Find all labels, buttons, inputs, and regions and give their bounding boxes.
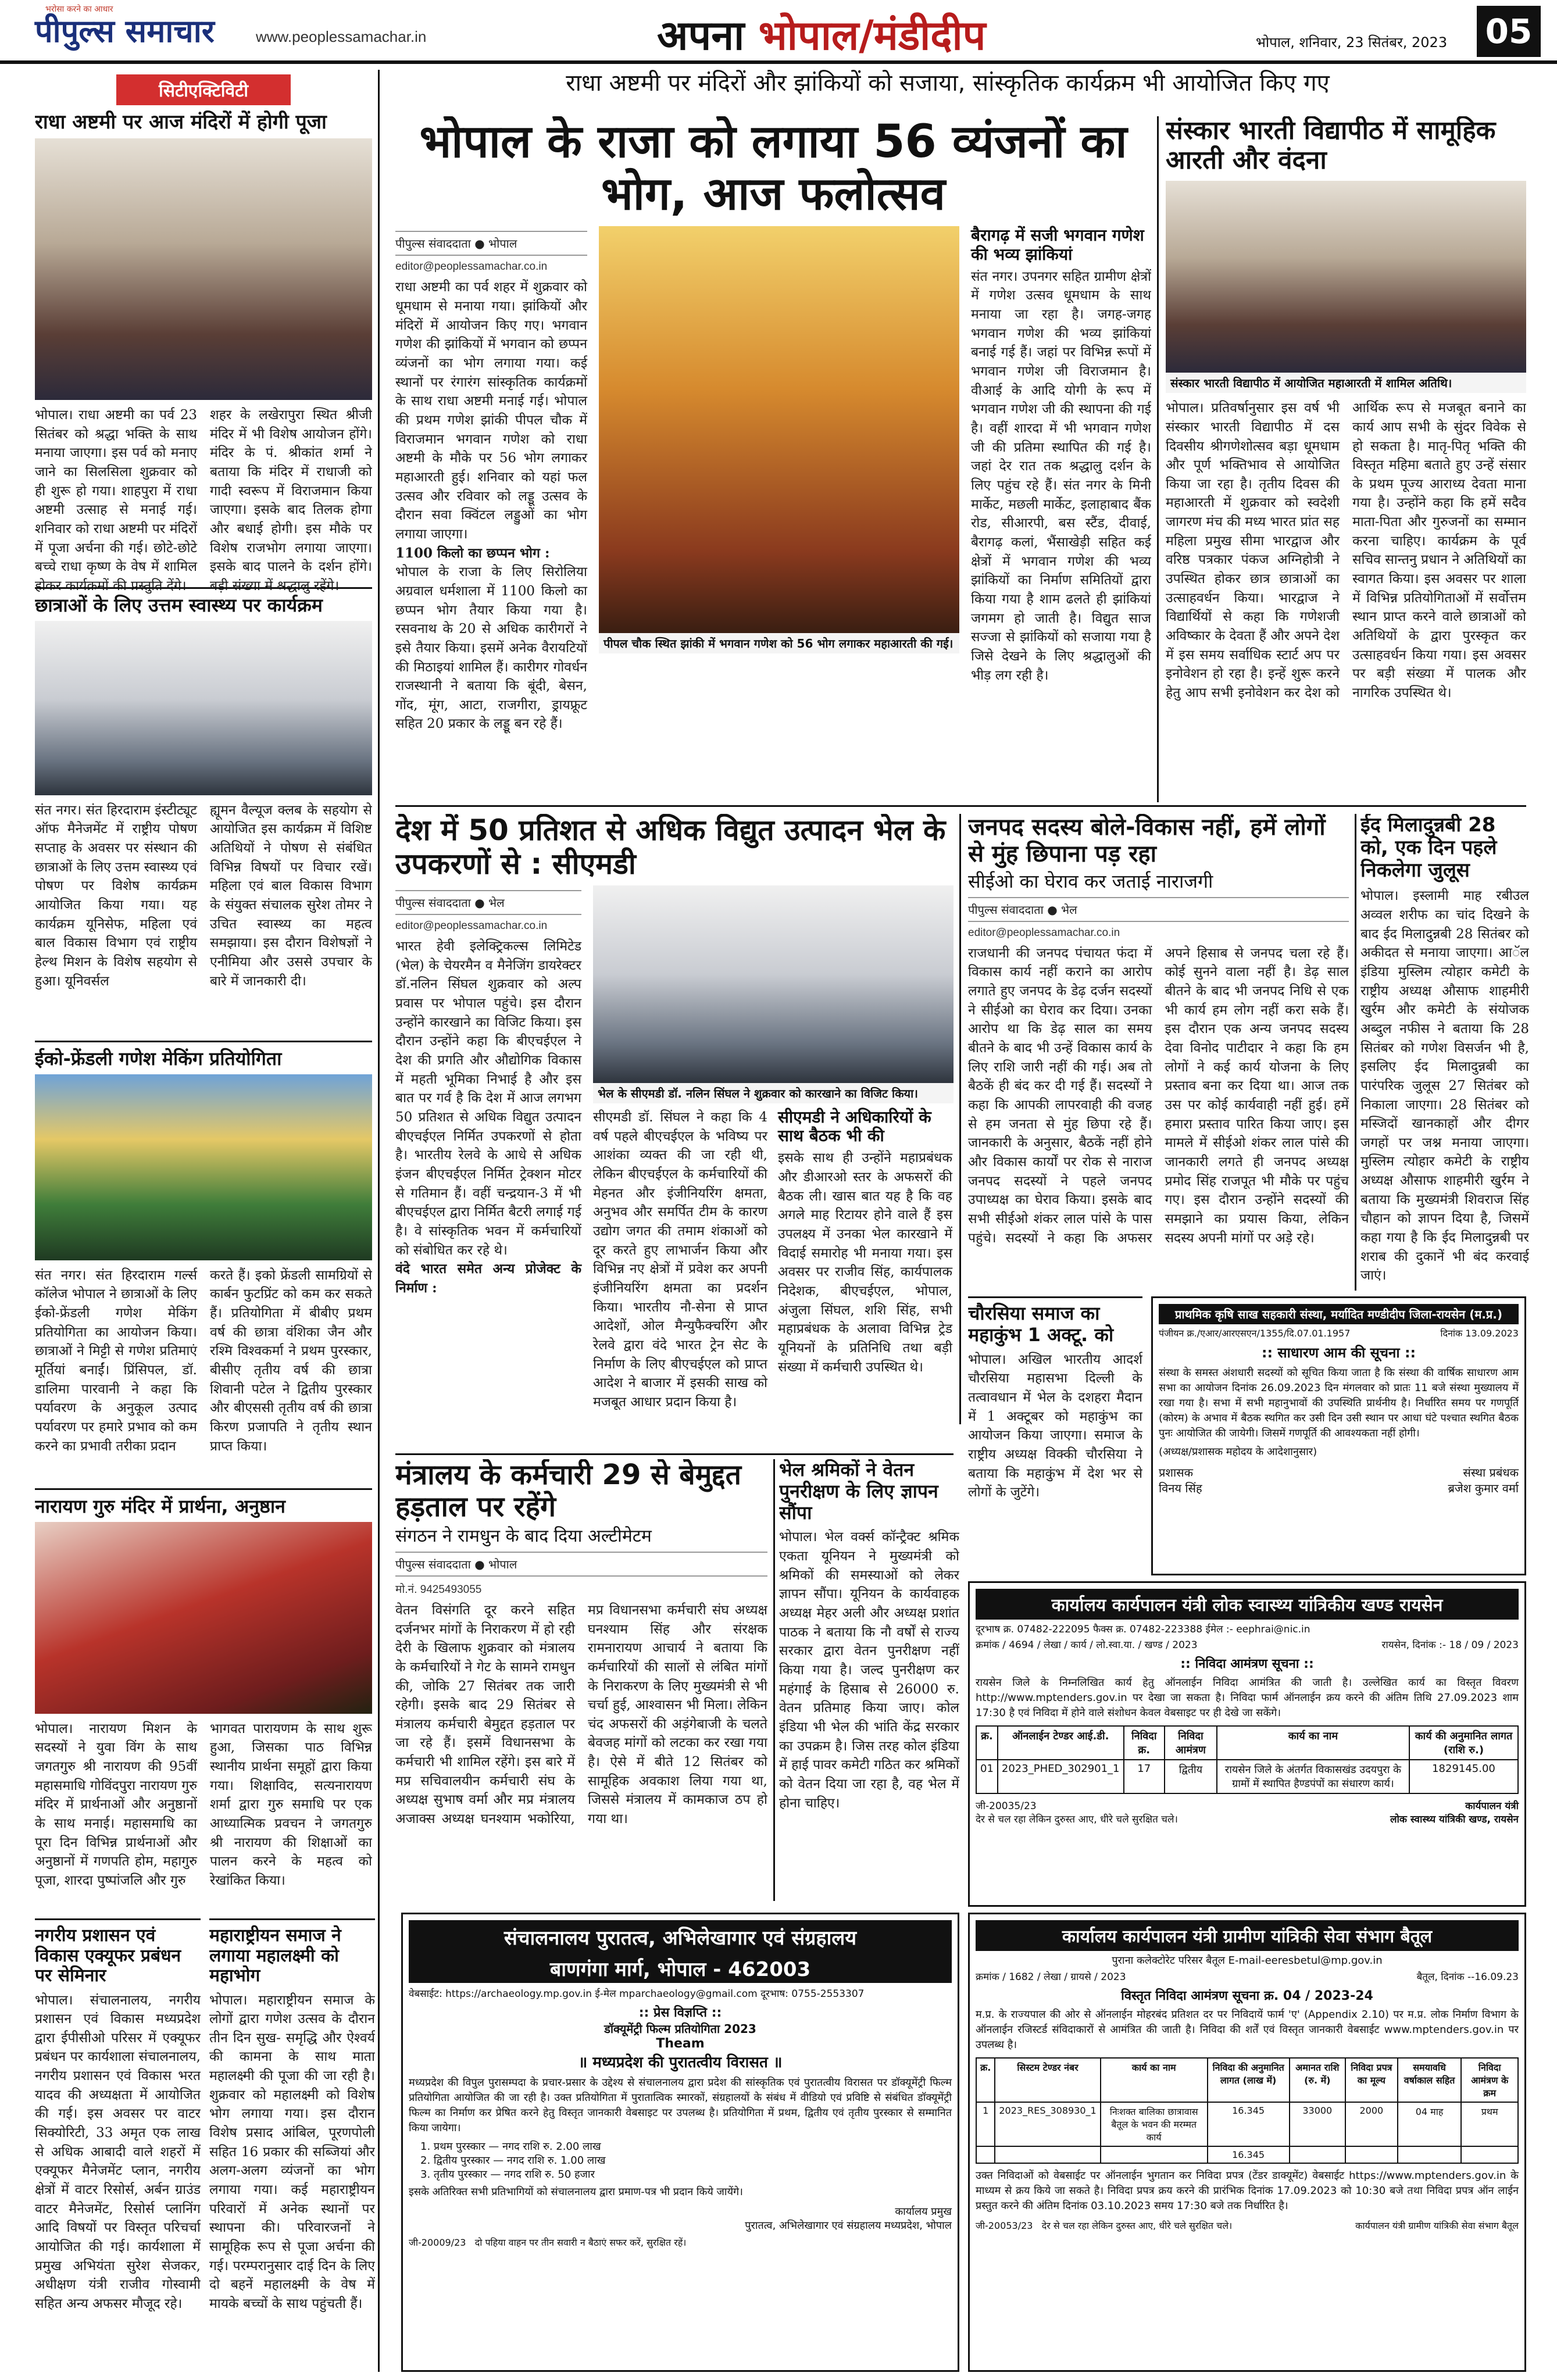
signatory-org: लोक स्वास्थ्य यांत्रिकी खण्ड, रायसेन bbox=[1390, 1814, 1519, 1826]
byline: पीपुल्स संवाददाता ● भोपाल bbox=[395, 1552, 767, 1577]
photo-radha-krishna bbox=[35, 138, 372, 400]
subhead: सीईओ का घेराव कर जताई नाराजगी bbox=[968, 870, 1213, 892]
body-text: भोपाल। राधा अष्टमी का पर्व 23 सितंबर को श्रद्धा भक्ति के साथ मनाया जाएगा। इस पर्व को मनाए जाने का सिलसिला शुक्रवार को ही शुरू हो गया। शाहपुरा में राधा अष्टमी उत्साह से मनाई गई। शनिवार को राधा अष्टमी पर मंदिरों में पूजा अर्चना की गई। छोटे-छोटे बच्चे राधा कृष्ण के वेष में शामिल होकर कार्यक्रमों की प्रस्तुति देंगे। bbox=[35, 408, 197, 594]
notice-header: कार्यालय कार्यपालन यंत्री लोक स्वास्थ्य यांत्रिकीय खण्ड रायसेन bbox=[976, 1589, 1519, 1620]
headline: महाराष्ट्रीयन समाज ने लगाया महालक्ष्मी को महाभोग bbox=[209, 1925, 341, 1986]
notice-heading: :: साधारण आम की सूचना :: bbox=[1261, 1345, 1416, 1361]
notice-agenda: (अध्यक्ष/प्रशासक महोदय के आदेशानुसार) bbox=[1159, 1446, 1317, 1459]
table-header-row: क्र. ऑनलाईन टेण्डर आई.डी. निविदा क्र. निविदा आमंत्रण कार्य का नाम कार्य की अनुमानित लागत (राशि रु.) bbox=[976, 1726, 1518, 1760]
photo-ganesh-bhog bbox=[599, 226, 959, 633]
notice-ref: क्रमांक / 4694 / लेखा / कार्य / लो.स्वा.या. / खण्ड / 2023 bbox=[976, 1639, 1198, 1651]
prize-item: 2. द्वितीय पुरस्कार — नगद राशि रु. 1.00 लाख bbox=[420, 2154, 606, 2167]
story-chaurasia bbox=[968, 1296, 1142, 1575]
main-kicker: राधा अष्टमी पर मंदिरों और झांकियों को सजाया, सांस्कृतिक कार्यक्रम भी आयोजित किए गए bbox=[566, 70, 1330, 97]
notice-heading: :: निविदा आमंत्रण सूचना :: bbox=[1180, 1657, 1314, 1671]
signatory-role: कार्यपालन यंत्री ग्रामीण यांत्रिकी सेवा संभाग बैतूल bbox=[1355, 2220, 1519, 2231]
brand-tagline: भरोसा करने का आधार bbox=[45, 5, 113, 14]
notice-archaeology bbox=[401, 1913, 959, 2372]
row-divider bbox=[395, 1453, 954, 1455]
email[interactable]: editor@peoplessamachar.co.in bbox=[395, 260, 548, 273]
section-title: अपना भोपाल/मंडीदीप bbox=[657, 12, 986, 59]
story-mahalakshmi bbox=[209, 1918, 375, 2366]
headline: भेल श्रमिकों ने वेतन पुनरीक्षण के लिए ज्ञापन सौंपा bbox=[779, 1459, 938, 1524]
story-sanskar-bharti bbox=[1166, 116, 1526, 802]
notice-closing: इसके अतिरिक्त सभी प्रतिभागियों को संचालनालय द्वारा प्रमाण-पत्र भी प्रदान किये जायेंगे। bbox=[409, 2186, 743, 2199]
body-text: भोपाल के राजा के लिए सिरोलिया अग्रवाल धर्मशाला में 1100 किलो का छप्पन भोग तैयार किया गया है। रसवनाथ के 20 से अधिक कारीगरों ने इसे तैयार किया। इसमें अनेक वैरायटियों की मिठाइयां शामिल हैं। कारीगर गोवर्धन राजस्थानी ने बताया कि बूंदी, बेसन, गोंद, मूंग, आटा, राजगीरा, ड्रायफ्रूट सहित 20 प्रकार के लड्डू बन रहे हैं। bbox=[395, 564, 587, 732]
notice-header: कार्यालय कार्यपालन यंत्री ग्रामीण यांत्रिकी सेवा संभाग बैतूल bbox=[976, 1920, 1519, 1951]
signatory-name: ब्रजेश कुमार वर्मा bbox=[1448, 1481, 1519, 1496]
story-nutrition bbox=[35, 587, 372, 1041]
headline: नगरीय प्रशासन एवं विकास एक्यूफर प्रबंधन पर सेमिनार bbox=[35, 1925, 181, 1986]
signatory-role: प्रशासक bbox=[1159, 1466, 1194, 1480]
body-text: सीएमडी डॉ. सिंघल ने कहा कि 4 वर्ष पहले बीएचईएल के भविष्य पर आशंका व्यक्त की जा रही थी, लेकिन बीएचईएल के कर्मचारियों की मेहनत और इंजीनियरिंग क्षमता, अनुभव और समर्पित टीम के कारण उद्योग जगत की तमाम शंकाओं को दूर करते हुए लाभार्जन किया और विभिन्न नए क्षेत्रों में प्रवेश कर अपनी इंजीनियरिंग क्षमता का प्रदर्शन किया। भारतीय नौ-सेना से प्राप्त आदेशों, ओल मैन्युफैक्चरिंग और रेलवे द्वारा वंदे भारत ट्रेन सेट के निर्माण के लिए बीएचईएल को प्राप्त आदेश ने बाजार में इसकी साख को मजबूत आधार प्रदान किया है। bbox=[593, 1110, 767, 1410]
sidebar-headline: सीएमडी ने अधिकारियों के साथ बैठक भी की bbox=[778, 1107, 931, 1146]
signatory-role: कार्यपालन यंत्री bbox=[1465, 1800, 1519, 1813]
column-divider bbox=[1157, 116, 1159, 802]
table-total-row: 16.345 bbox=[976, 2146, 1518, 2163]
competition-name: डॉक्यूमेंट्री फिल्म प्रतियोगिता 2023 bbox=[604, 2022, 756, 2036]
signatory-org: पुरातत्व, अभिलेखागार एवं संग्रहालय मध्यप्रदेश, भोपाल bbox=[745, 2220, 952, 2232]
byline: पीपुल्स संवाददाता ● भेल bbox=[968, 897, 1349, 922]
theme-title: ॥ मध्यप्रदेश की पुरातत्वीय विरासत ॥ bbox=[578, 2054, 783, 2071]
story-narayan-guru bbox=[35, 1488, 372, 1918]
photo-students bbox=[35, 1074, 372, 1260]
story-aquifer-seminar bbox=[35, 1918, 201, 2366]
table-header-row: क्र. सिस्टम टेण्डर नंबर कार्य का नाम निविदा की अनुमानित लागत (लाख में) अमानत राशि (रु. में) निविदा प्रपत्र का मूल्य समयावधि वर्षाकाल सहित निविदा आमंत्रण के क्रम bbox=[976, 2058, 1518, 2102]
footnote: दो पहिया वाहन पर तीन सवारी न बैठाएं सफर करें, सुरक्षित रहें। bbox=[474, 2237, 687, 2249]
page-number: 05 bbox=[1477, 6, 1541, 57]
story-bhopal-raja bbox=[395, 116, 1151, 802]
photo-temple-ritual bbox=[35, 1522, 372, 1714]
body-text: भोपाल। महाराष्ट्रीयन समाज के लोगों द्वारा गणेश उत्सव के दौरान तीन दिन सुख- समृद्धि और ऐश्वर्य की कामना के साथ माता महालक्ष्मी की पूजा की जा रही है। शुक्रवार को महालक्ष्मी को विशेष भोग लगाया गया। इस दौरान विशेष प्रसाद आंबिल, पूरणपोली सहित 16 प्रकार की सब्जियां और अलग-अलग व्यंजनों का भोग लगाया गया। कई महाराष्ट्रीयन परिवारों में अनेक स्थानों पर स्थापना की। परिवारजनों ने सामूहिक रूप से पूजा अर्चना की गई। परम्परानुसार दाई दिन के लिए दो बहनें महालक्ष्मी के वेष में मायके बच्चों के साथ पहुंचती हैं। bbox=[209, 1992, 375, 2311]
prize-item: 1. प्रथम पुरस्कार — नगद राशि रु. 2.00 लाख bbox=[420, 2140, 601, 2153]
story-eco-ganesh bbox=[35, 1041, 372, 1488]
body-text: संत नगर। उपनगर सहित ग्रामीण क्षेत्रों में गणेश उत्सव धूमधाम के साथ मनाया जा रहा है। जगह-जगह भगवान गणेश की भव्य झांकियां बनाई गई हैं। जहां पर विभिन्न रूपों में भगवान गणेश जी विराजमान है। वीआई के आदि योगी के रूप में भगवान गणेश जी की स्थापना की गई है। वहीं शारदा में भी भगवान गणेश जी की प्रतिमा स्थापित की गई है। जहां देर रात तक श्रद्धालु दर्शन के लिए पहुंच रहे हैं। संत नगर के मिनी मार्केट, मछली मार्केट, इलाहाबाद बैंक रोड, सीआरपी, बस स्टैंड, दीवाई, बैरागढ़ कलां, भैंसाखेड़ी सहित कई क्षेत्रों में भगवान गणेश की भव्य झांकियों का निर्माण समितियों द्वारा किया गया है शाम ढलते ही झांकियां जगमग हो जाती है। विद्युत साज सज्जा से झांकियों को सजाया गया है जिसे देखने के लिए श्रद्धालुओं की भीड़ लग रही है। bbox=[971, 269, 1151, 683]
column-divider bbox=[959, 814, 961, 1424]
notice-body: संस्था के समस्त अंशधारी सदस्यों को सूचित किया जाता है कि संस्था की वार्षिक साधारण आम सभा का आयोजन दिनांक 26.09.2023 दिन मंगलवार को प्रातः 11 बजे संस्था मुख्यालय में रखा गया है। सभा में सभी महानुभावों की उपस्थिति प्रार्थनीय है। निर्धारित समय पर गणपूर्ति (कोरम) के अभाव में बैठक स्थगित कर उसी दिन उसी स्थान पर आधा घंटे पश्चात स्थगित बैठक पुनः आयोजित की जायेगी। जिसमें गणपूर्ति की आवश्यकता नहीं होगी। bbox=[1159, 1367, 1519, 1440]
signatory-name: विनय सिंह bbox=[1159, 1481, 1202, 1496]
brand-logo: पीपुल्स समाचार bbox=[35, 13, 215, 49]
signatory-role: कार्यालय प्रमुख bbox=[895, 2206, 952, 2218]
masthead bbox=[0, 0, 1557, 64]
site-url[interactable]: www.peoplessamachar.in bbox=[256, 28, 427, 45]
body-text: भोपाल। भेल वर्क्स कॉन्ट्रैक्ट श्रमिक एकता यूनियन ने मुख्यमंत्री को श्रमिकों की समस्याओं को लेकर ज्ञापन सौंपा। यूनियन के कार्यवाहक अध्यक्ष मेहर अली और अध्यक्ष प्रशांत पाठक ने बताया कि नौ वर्षों से राज्य सरकार द्वारा वेतन पुनरीक्षण नहीं किया गया है। जल्द पुनरीक्षण कर महंगाई के हिसाब से 26000 रु. वेतन प्रतिमाह किया जाए। कोल इंडिया भी भेल की भांति केंद्र सरकार का उपक्रम है। जिस तरह कोल इंडिया में हाई पावर कमेटी गठित कर श्रमिकों को वेतन दिया जा रहा है, वह भेल में होना चाहिए। bbox=[779, 1530, 959, 1811]
body-text: शहर के लखेरापुरा स्थित श्रीजी मंदिर में भी विशेष आयोजन होंगे। मंदिर के पं. श्रीकांत शर्मा ने बताया कि मंदिर में राधाजी को गादी स्वरूप में विराजमान किया जाएगा। इसके बाद तिलक होगा और बधाई होगी। इस मौके पर विशेष राजभोग लगाया जाएगा। इसके बाद पालने के दर्शन होंगे। बड़ी संख्या में श्रद्धालु रहेंगे। bbox=[210, 408, 372, 594]
notice-body: मध्यप्रदेश की विपुल पुरासम्पदा के प्रचार-प्रसार के उद्देश्य से संचालनालय द्वारा प्रदेश की सांस्कृतिक एवं पुरातत्वीय विरासत पर डॉक्यूमेंट्री फिल्म प्रतियोगिता आयोजित की जा रही है। उक्त प्रतियोगिता में पुरातात्विक स्मारकों, संग्रहालयों के संबंध में वीडियो एवं प्रविष्टि से संबंधित डॉक्यूमेंट्री फिल्म का निर्माण कर प्रेषित करने हेतु विस्तृत जानकारी वेबसाइट पर उपलब्ध है। प्रतियोगिता में प्रथम, द्वितीय एवं तृतीय पुरस्कार से सम्मानित किया जायेगा। bbox=[409, 2077, 952, 2135]
body-text: इसके साथ ही उन्होंने महाप्रबंधक और डीआरओ स्तर के अफसरों की बैठक ली। खास बात यह है कि वह अगले माह रिटायर होने वाले हैं इस उपलक्ष्य में उनका भेल कारखाने में विदाई समारोह भी मनाया गया। इस अवसर पर राजीव सिंह, कार्यपालक निदेशक, बीएचईएल, भोपाल, अंजुला सिंघल, शशि सिंह, सभी महाप्रबंधक के अलावा विभिन्न ट्रेड यूनियनों के प्रतिनिधि तथा बड़ी संख्या में कर्मचारी उपस्थित थे। bbox=[778, 1150, 952, 1375]
headline: भोपाल के राजा को लगाया 56 व्यंजनों का भोग, आज फलोत्सव bbox=[419, 116, 1127, 220]
headline: राधा अष्टमी पर आज मंदिरों में होगी पूजा bbox=[35, 110, 327, 134]
column-divider bbox=[378, 70, 380, 2372]
body-text: वेतन विसंगति दूर करने सहित दर्जनभर मांगों के निराकरण में हो रही देरी के खिलाफ शुक्रवार को मंत्रालय के कर्मचारियों ने गेट के सामने रामधुन की, जोकि 27 सितंबर तक जारी रहेगी। इसके बाद 29 सितंबर से मंत्रालय कर्मचारी बेमुद्दत हड़ताल पर जा रहे हैं। इसमें विधानसभा के कर्मचारी भी शामिल रहेंगे। इस बारे में मप्र सचिवालयीन कर्मचारी संघ के अध्यक्ष सुभाष वर्मा और मप्र मंत्रालय अजाक्स अध्यक्ष घनश्याम भकोरिया, मप्र विधानसभा कर्मचारी संघ अध्यक्ष घनश्याम सिंह और संरक्षक रामनारायण आचार्य ने बताया कि कर्मचारियों की सालों से लंबित मांगों के निराकरण के लिए मुख्यमंत्री से भी चर्चा हुई, आश्वासन भी मिला। लेकिन चंद अफसरों की अड़ंगेबाजी के चलते बेवजह मांगों को लटका कर रखा गया है। ऐसे में बीते 12 सितंबर को सामूहिक अवकाश लिया गया था, जिससे मंत्रालय में कामकाज ठप हो गया था। bbox=[395, 1602, 767, 1827]
column-divider bbox=[773, 1459, 775, 1901]
subhead: संगठन ने रामधुन के बाद दिया अल्टीमेटम bbox=[395, 1526, 652, 1547]
photo-caption: भेल के सीएमडी डॉ. नलिन सिंघल ने शुक्रवार को कारखाने का विजिट किया। bbox=[593, 1083, 954, 1103]
headline: जनपद सदस्य बोले-विकास नहीं, हमें लोगों से मुंह छिपाना पड़ रहा bbox=[968, 814, 1326, 867]
notice-title: प्राथमिक कृषि साख सहकारी संस्था, मर्यादित मण्डीदीप जिला-रायसेन (म.प्र.) bbox=[1159, 1304, 1519, 1324]
headline: मंत्रालय के कर्मचारी 29 से बेमुद्दत हड़ताल पर रहेंगे bbox=[395, 1459, 741, 1524]
prize-item: 3. तृतीय पुरस्कार — नगद राशि रु. 50 हजार bbox=[420, 2168, 595, 2181]
photo-bhel-visit bbox=[593, 885, 954, 1083]
sidebar-headline: बैरागढ़ में सजी भगवान गणेश की भव्य झांकियां bbox=[971, 226, 1144, 264]
body-text: राजधानी की जनपद पंचायत फंदा में विकास कार्य नहीं कराने का आरोप लगाते हुए जनपद के डेढ़ दर्जन सदस्यों ने सीईओ का घेराव कर दिया। उनका आरोप था कि डेढ़ साल का समय बीतने के बाद भी उन्हें विकास कार्य के लिए राशि जारी नहीं की गई। अब तो बैठकें ही बंद कर दी गई हैं। सदस्यों ने कहा कि आपकी लापरवाही की वजह से हम जनता से मुंह छिपा रहे हैं। जानकारी के अनुसार, बैठकें नहीं होने और विकास कार्यों पर रोक से नाराज जनपद सदस्यों ने पहले जनपद उपाध्यक्ष का घेराव किया। इसके बाद सभी सीईओ शंकर लाल पांसे के पास पहुंचे। सदस्यों ने कहा कि अफसर अपने हिसाब से जनपद चला रहे हैं। कोई सुनने वाला नहीं है। डेढ़ साल बीतने के बाद भी जनपद निधि से एक भी कार्य हम लोग नहीं करा सके हैं। इस दौरान एक अन्य जनपद सदस्य देवा विनोद पाटीदार ने कहा कि हम लोगों ने कई कार्य योजना के लिए प्रस्ताव बना कर दिया था। आज तक उस पर कोई कार्यवाही नहीं हुई। हमें हमारा प्रस्ताव पारित किया जाए। इस मामले में सीईओ शंकर लाल पांसे की जानकारी लगते ही जनपद अध्यक्ष प्रमोद सिंह राजपूत भी मौके पर पहुंच गए। इस दौरान उन्होंने सदस्यों की समझाने का प्रयास किया, लेकिन सदस्य अपनी मांगों पर अड़े रहे। bbox=[968, 945, 1349, 1246]
footnote: देर से चल रहा लेकिन दुरुस्त आए, धीरे चले सुरक्षित चले। bbox=[976, 1814, 1178, 1826]
headline: छात्राओं के लिए उत्तम स्वास्थ्य पर कार्यक्रम bbox=[35, 594, 323, 616]
notice-date: बैतूल, दिनांक --16.09.23 bbox=[1416, 1971, 1519, 1983]
story-bhel-workers bbox=[779, 1459, 959, 1901]
photo-caption: पीपल चौक स्थित झांकी में भगवान गणेश को 56 भोग लगाकर महाआरती की गई। bbox=[599, 633, 959, 653]
photo-aarti bbox=[1166, 181, 1526, 373]
story-janpad bbox=[968, 814, 1349, 1291]
story-eid bbox=[1360, 814, 1529, 1291]
subhead: वंदे भारत समेत अन्य प्रोजेक्ट के निर्माण : bbox=[395, 1261, 581, 1296]
photo-seminar bbox=[35, 621, 372, 795]
row-divider bbox=[395, 805, 1526, 807]
notice-phed-tender bbox=[968, 1581, 1526, 1907]
story-bhel-cmd bbox=[395, 814, 954, 1453]
body-text: राधा अष्टमी का पर्व शहर में शुक्रवार को धूमधाम से मनाया गया। झांकियों और मंदिरों में आयोजन किए गए। भगवान गणेश की झांकियों में भगवान को छप्पन व्यंजनों का भोग लगाया गया। कई स्थानों पर रंगारंग सांस्कृतिक कार्यक्रमों के साथ राधा अष्टमी मनाई गई। भोपाल की प्रथम गणेश झांकी पीपल चौक में विराजमान भगवान गणेश को राधा अष्टमी के मौके पर 56 भोग लगाकर महाआरती हुई। शनिवार को यहां फल उत्सव और रविवार को लड्डू उत्सव के दौरान सवा क्विंटल लड्डुओं का भोग लगाया जाएगा। bbox=[395, 280, 587, 542]
body-text: भागवत पारायणम के साथ शुरू हुआ, जिसका पाठ विभिन्न स्थानीय प्रार्थना समूहों द्वारा किया गया। शिक्षाविद, सत्यनारायण शर्मा द्वारा गुरु समाधि पर एक आध्यात्मिक प्रवचन ने जगतगुरु श्री नारायण की शिक्षाओं का पालन करने के महत्व को रेखांकित किया। bbox=[210, 1721, 372, 1889]
notice-heading: विस्तृत निविदा आमंत्रण सूचना क्र. 04 / 2023-24 bbox=[1121, 1989, 1373, 2003]
notice-date: रायसेन, दिनांक :- 18 / 09 / 2023 bbox=[1381, 1639, 1519, 1651]
headline: चौरसिया समाज का महाकुंभ 1 अक्टू. को bbox=[968, 1302, 1114, 1346]
story-ministry-strike bbox=[395, 1459, 767, 1901]
email[interactable]: editor@peoplessamachar.co.in bbox=[395, 920, 548, 932]
body-text: भोपाल। नारायण मिशन के सदस्यों ने युवा विंग के साथ जगतगुरु श्री नारायण की 95वीं महासमाधि गोविंदपुरा नारायण गुरु मंदिर में प्रार्थनाओं और अनुष्ठानों के साथ मनाई। महासमाधि का पूरा दिन विभिन्न प्रार्थनाओं और अनुष्ठानों में गणपति होम, महागुरु पूजा, शारदा पुष्पांजलि और गुरु bbox=[35, 1721, 197, 1889]
tender-table bbox=[976, 1725, 1519, 1794]
theme-label: Theam bbox=[656, 2036, 705, 2051]
tender-table bbox=[976, 2057, 1519, 2164]
table-row: 1 2023_RES_308930_1 निःशक्त बालिका छात्रावास बैतूल के भवन की मरम्मत कार्य 16.345 33000 2000 04 माह प्रथम bbox=[976, 2102, 1518, 2146]
dateline: भोपाल, शनिवार, 23 सितंबर, 2023 bbox=[1256, 34, 1448, 51]
notice-header: संचालनालय पुरातत्व, अभिलेखागार एवं संग्रहालय bbox=[409, 1920, 952, 1954]
subhead: 1100 किलो का छप्पन भोग : bbox=[395, 545, 550, 561]
body-text: करते हैं। इको फ्रेंडली सामग्रियों से कार्बन फुटप्रिंट को कम कर सकते हैं। प्रतियोगिता में बीबीए प्रथम वर्ष की छात्रा वंशिका जैन और रश्मि विश्वकर्मा ने प्रथम पुरस्कार, बीसीए तृतीय वर्ष की छात्रा शिवानी पटेल ने द्वितीय पुरस्कार और बीएससी तृतीय वर्ष की छात्रा किरण प्रजापति ने तृतीय स्थान प्राप्त किया। bbox=[210, 1267, 372, 1454]
email[interactable]: editor@peoplessamachar.co.in bbox=[968, 926, 1120, 939]
notice-contact: वेबसाईट: https://archaeology.mp.gov.in ई-मेल mparchaeology@gmail.com दूरभाष: 0755-2553307 bbox=[409, 1988, 865, 2000]
byline: पीपुल्स संवाददाता ● भोपाल bbox=[395, 231, 587, 256]
notice-sub: पुराना कलेक्टोरेट परिसर बैतूल E-mail-eeresbetul@mp.gov.in bbox=[1112, 1954, 1383, 1967]
notice-code: जी-20035/23 bbox=[976, 1800, 1037, 1813]
table-row: 01 2023_PHED_302901_1 17 द्वितीय रायसेन जिले के अंतर्गत विकासखंड उदयपुरा के ग्रामों में स्थापित हैण्डपंपों का संधारण कार्य। 1829145.00 bbox=[976, 1760, 1518, 1793]
notice-cooperative bbox=[1151, 1296, 1526, 1575]
mobile-number: मो.नं. 9425493055 bbox=[395, 1583, 482, 1596]
notice-code: जी-20053/23 bbox=[976, 2220, 1033, 2231]
photo-caption: संस्कार भारती विद्यापीठ में आयोजित महाआरती में शामिल अतिथि। bbox=[1166, 373, 1526, 393]
body-text: भारत हेवी इलेक्ट्रिकल्स लिमिटेड (भेल) के चेयरमैन व मैनेजिंग डायरेक्टर डॉ.नलिन सिंघल शुक्रवार को अल्प प्रवास पर भोपाल पहुंचे। इस दौरान उन्होंने कारखाने का विजिट किया। इस दौरान उन्होंने कहा कि बीएचईएल ने देश की प्रगति और औद्योगिक विकास में महती भूमिका निभाई है और इस बात पर गर्व है कि देश में आज लगभग 50 प्रतिशत से अधिक विद्युत उत्पादन बीएचईएल निर्मित उपकरणों से होता है। भारतीय रेलवे के आधे से अधिक इंजन बीएचईएल निर्मित ट्रेक्शन मोटर से गतिमान हैं। वहीं चन्द्रयान-3 में भी बीएचईएल द्वारा निर्मित बैटरी लगाई गई है। वे सांस्कृतिक भवन में कर्मचारियों को संबोधित कर रहे थे। bbox=[395, 939, 581, 1258]
body-text: भोपाल। अखिल भारतीय आदर्श चौरसिया महासभा दिल्ली के तत्वावधान में भेल के दशहरा मैदान में 1 अक्टूबर को महाकुंभ का आयोजन किया जाएगा। समाज के राष्ट्रीय अध्यक्ष विक्की चौरसिया ने बताया कि महाकुंभ में देश भर से लोगों के जुटेंगे। bbox=[968, 1352, 1142, 1500]
body-text: भोपाल। इस्लामी माह रबीउल अव्वल शरीफ का चांद दिखने के बाद ईद मिलादुन्नबी 28 सितंबर को अकीदत से मनाया जाएगा। आॅल इंडिया मुस्लिम त्योहार कमेटी के राष्ट्रीय अध्यक्ष औसाफ शाहमीरी खुर्रम और कमेटी के संयोजक अब्दुल नफीस ने बताया कि 28 सितंबर को गणेश विसर्जन भी है, इसलिए ईद मिलादुन्नबी का पारंपरिक जुलूस 27 सितंबर को निकाला जाएगा। 28 सितंबर को मस्जिदों खानकाहों और दीगर जगहों पर जश्न मनाया जाएगा। मुस्लिम त्योहार कमेटी के राष्ट्रीय अध्यक्ष औसाफ शाहमीरी खुर्रम ने बताया कि मुख्यमंत्री शिवराज सिंह चौहान को ज्ञापन दिया है, जिसमें कहा गया है कि ईद मिलादुन्नबी पर शराब की दुकानें भी बंद करवाई जाएं। bbox=[1360, 888, 1529, 1284]
signatory-role: संस्था प्रबंधक bbox=[1463, 1466, 1519, 1480]
body-text: भोपाल। प्रतिवर्षानुसार इस वर्ष भी संस्कार भारती विद्यापीठ में दस दिवसीय श्रीगणेशोत्सव बड़ा धूमधाम और पूर्ण भक्तिभाव से आयोजित किया जा रहा है। तृतीय दिवस की महाआरती में शुक्रवार को स्वदेशी जागरण मंच की मध्य भारत प्रांत सह महिला प्रमुख सीमा भारद्वाज और वरिष्ठ पत्रकार पंकज अग्निहोत्री ने उपस्थित होकर छात्र छात्राओं का उत्साहवर्धन किया। भारद्वाज ने विद्यार्थियों से कहा कि गणेशजी अविष्कार के देवता हैं और अपने देश में इस समय सर्वाधिक स्टार्ट अप पर इनोवेशन हो रहा है। इन्हें शुरू करने हेतु आप सभी इनोवेशन कर देश को आर्थिक रूप से मजबूत बनाने का कार्य आप सभी के सुंदर विवेक से हो सकता है। मातृ-पितृ भक्ति की विस्तृत महिमा बताते हुए उन्हें संसार के प्रथम पूज्य आराध्य देवता माना गया है। उन्होंने कहा कि हमें सदैव माता-पिता और गुरुजनों का सम्मान करना चाहिए। कार्यक्रम के पूर्व सचिव सान्तनु प्रधान ने अतिथियों का स्वागत किया। इस अवसर पर शाला में विभिन्न प्रतियोगिताओं में सर्वोत्तम स्थान प्राप्त करने वाले छात्राओं को अतिथियों के द्वारा पुरस्कृत कर उत्साहवर्धन किया गया। इस अवसर पर बड़ी संख्या में पालक और नागरिक उपस्थित थे। bbox=[1166, 401, 1526, 701]
notice-body: रायसेन जिले के निम्नलिखित कार्य हेतु ऑनलाईन निविदा आमंत्रित की जाती है। उल्लेखित कार्य का विस्तृत विवरण http://www.mptenders.gov.in पर देखा जा सकता है। निविदा फार्म ऑनलाईन क्रय करने की अंतिम तिथि 27.09.2023 शाम 17:30 है एवं निविदा में होने वाले संशोधन केवल वेबसाइट पर ही देखे जा सकेंगे। bbox=[976, 1677, 1519, 1720]
notice-date: दिनांक 13.09.2023 bbox=[1440, 1328, 1519, 1339]
column-divider bbox=[1355, 814, 1356, 1291]
body-text: भोपाल। संचालनालय, नगरीय प्रशासन एवं विकास मध्यप्रदेश द्वारा ईपीसीओ परिसर में एक्यूफर प्रबंधन पर कार्यशाला संचालनालय, नगरीय प्रशासन एवं विकास भरत यादव की अध्यक्षता में आयोजित की गई। इस अवसर पर वाटर सिक्योरिटी, 33 अमृत एक लाख से अधिक आबादी वाले शहरों में एक्यूफर मैनेजमेंट प्लान, नगरीय क्षेत्रों में वाटर रिसोर्स, अर्बन ग्राउंड वाटर मैनेजमेंट, रिसोर्स प्लानिंग आदि विषयों पर विस्तृत परिचर्चा आयोजित की गई। कार्यशाला में प्रमुख अभियंता सुरेश सेजकर, अधीक्षण यंत्री राजीव गोस्वामी सहित अन्य अफसर मौजूद रहे। bbox=[35, 1992, 201, 2311]
headline: ईद मिलादुन्नबी 28 को, एक दिन पहले निकलेगा जुलूस bbox=[1360, 814, 1497, 882]
prize-list bbox=[420, 2139, 952, 2181]
notice-ref: क्रमांक / 1682 / लेखा / ग्रायसे / 2023 bbox=[976, 1971, 1126, 1983]
notice-address: बाणगंगा मार्ग, भोपाल - 462003 bbox=[409, 1954, 952, 1983]
byline: पीपुल्स संवाददाता ● भेल bbox=[395, 890, 581, 915]
body-text: संत नगर। संत हिरदाराम इंस्टीट्यूट ऑफ मैनेजमेंट में राष्ट्रीय पोषण सप्ताह के अवसर पर संस्थान की छात्राओं के लिए उत्तम स्वास्थ्य एवं पोषण पर विशेष कार्यक्रम आयोजित किया गया। यह कार्यक्रम यूनिसेफ, महिला एवं बाल विकास विभाग एवं राष्ट्रीय हेल्थ मिशन के विशेष सहयोग से हुआ। यूनिवर्सल bbox=[35, 802, 197, 989]
headline: नारायण गुरु मंदिर में प्रार्थना, अनुष्ठान bbox=[35, 1495, 285, 1517]
press-release-label: :: प्रेस विज्ञप्ति :: bbox=[638, 2006, 722, 2020]
notice-betul-tender bbox=[968, 1913, 1526, 2372]
headline: देश में 50 प्रतिशत से अधिक विद्युत उत्पादन भेल के उपकरणों से : सीएमडी bbox=[395, 814, 946, 881]
notice-reg: पंजीयन क्र./एआर/आरएसएन/1355/दि.07.01.1957 bbox=[1159, 1328, 1351, 1339]
section-kicker: सिटीएक्टिविटी bbox=[116, 74, 291, 105]
notice-body: म.प्र. के राज्यपाल की ओर से ऑनलाईन मोहरबंद प्रतिशत दर पर निविदायें फार्म 'ए' (Appendix 2.10) पर म.प्र. लोक निर्माण विभाग के ऑनलाईन रजिस्टर्ड संविदाकारों से आमंत्रित की जाती है। निविदा की शर्तें एवं विस्तृत जानकारी वेबसाईट www.mptenders.gov.in पर उपलब्ध है। bbox=[976, 2009, 1519, 2052]
footnote: देर से चल रहा लेकिन दुरुस्त आए, धीरे चले सुरक्षित चले। bbox=[1041, 2220, 1233, 2231]
notice-closing: उक्त निविदाओं को वेबसाईट पर ऑनलाईन भुगतान कर निविदा प्रपत्र (टेंडर डाक्यूमेंट) वेबसाईट https://www.mptenders.gov.in के माध्यम से क्रय किये जा सकते है। निविदा प्रपत्र क्रय करने की प्रारंभिक दिनांक 17.09.2023 को 10:30 बजे तथा निविदा प्रपत्र ऑन लाईन प्रस्तुत करने की अंतिम दिनांक 03.10.2023 समय 17:30 बजे तक निर्धारित है। bbox=[976, 2170, 1519, 2213]
body-text: ह्यूमन वैल्यूज क्लब के सहयोग से आयोजित इस कार्यक्रम में विशिष्ट अतिथियों ने पोषण से संबंधित विभिन्न विषयों पर विचार रखें। महिला एवं बाल विकास विभाग के संयुक्त संचालक सुरेश तोमर ने उचित स्वास्थ्य का महत्व समझाया। इस दौरान विशेषज्ञों ने एनीमिया और उससे उपचार के बारे में जानकारी दी। bbox=[210, 802, 372, 989]
notice-code: जी-20009/23 bbox=[409, 2237, 466, 2249]
body-text: संत नगर। संत हिरदाराम गर्ल्स कॉलेज भोपाल ने छात्राओं के लिए ईको-फ्रेंडली गणेश मेकिंग प्रतियोगिता का आयोजन किया। छात्राओं ने मिट्टी से गणेश प्रतिमाएं मूर्तियां बनाईं। प्रिंसिपल, डॉ. डालिमा पारवानी ने कहा कि पर्यावरण के अनुकूल उत्पाद पर्यावरण पर हमारे प्रभाव को कम करने का प्रभावी तरीका प्रदान bbox=[35, 1267, 197, 1454]
notice-contact: दूरभाष क्र. 07482-222095 फैक्स क्र. 07482-223388 ईमेल :- eephrai@nic.in bbox=[976, 1624, 1310, 1635]
headline: ईको-फ्रेंडली गणेश मेकिंग प्रतियोगिता bbox=[35, 1048, 282, 1070]
headline: संस्कार भारती विद्यापीठ में सामूहिक आरती और वंदना bbox=[1166, 116, 1496, 175]
